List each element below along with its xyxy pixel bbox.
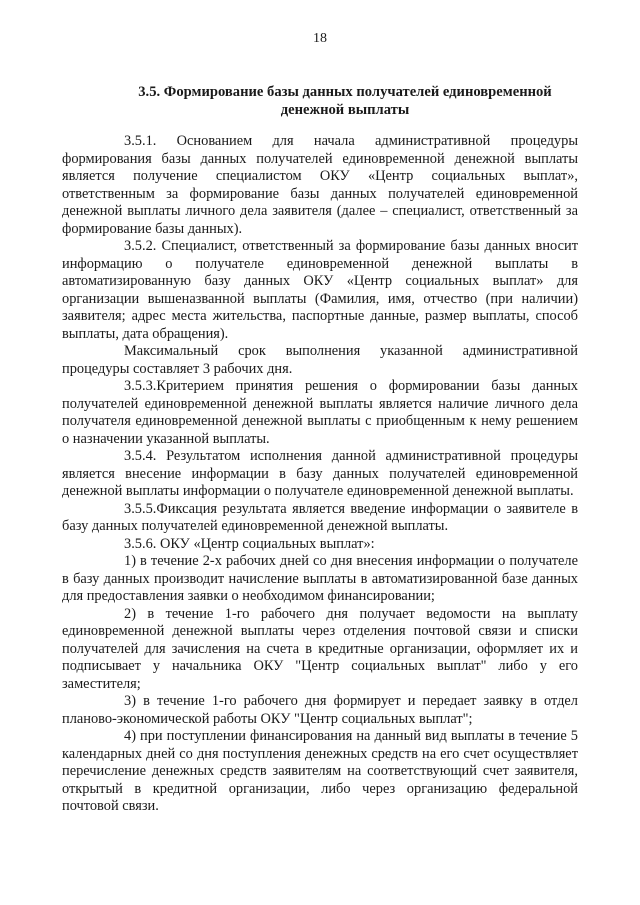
list-item-2: 2) в течение 1-го рабочего дня получает ведомости на выплату единовременной денежной выплаты через отделения почтовой связи и списки получателей для зачисления на счета в кредитные организации, оформляет их и подписывает у начальника ОКУ "Центр социальных выплат" либо у его заместителя; <box>62 605 578 692</box>
paragraph-3-5-1: 3.5.1. Основанием для начала административной процедуры формирования базы данных получателей единовременной денежной выплаты является получение специалистом ОКУ «Центр социальных выплат», ответственным за формирование базы данных получателей единовременной денежной выплаты личного дела заявителя (далее – специалист, ответственный за формирование базы данных). <box>62 133 578 237</box>
section-title: 3.5. Формирование базы данных получателей единовременной денежной выплаты <box>138 84 552 118</box>
paragraph-3-5-3: 3.5.3.Критерием принятия решения о формировании базы данных получателей единовременной денежной выплаты является наличие личного дела получателя единовременной денежной выплаты с приобщенным к нему решением о назначении указанной выплаты. <box>62 378 578 447</box>
document-body <box>62 133 578 816</box>
list-item-4: 4) при поступлении финансирования на данный вид выплаты в течение 5 календарных дней со дня поступления денежных средств на его счет осуществляет перечисление денежных средств заявителям на соответствующий счет заявителя, открытый в кредитной организации, либо через организацию федеральной почтовой связи. <box>62 728 578 814</box>
paragraph-3-5-6: 3.5.6. ОКУ «Центр социальных выплат»: <box>124 535 375 552</box>
page-number: 18 <box>313 31 327 46</box>
list-item-1: 1) в течение 2-х рабочих дней со дня внесения информации о получателе в базу данных производит начисление выплаты в автоматизированной базе данных для предоставления заявки о необходимом финансировании; <box>62 553 578 604</box>
paragraph-3-5-2: 3.5.2. Специалист, ответственный за формирование базы данных вносит информацию о получателе единовременной денежной выплаты в автоматизированную базу данных ОКУ «Центр социальных выплат» для организации вышеназванной выплаты (Фамилия, имя, отчество (при наличии) заявителя; адрес места жительства, паспортные данные, размер выплаты, способ выплаты, дата обращения). <box>62 238 578 342</box>
paragraph-3-5-4: 3.5.4. Результатом исполнения данной административной процедуры является внесение информации в базу данных получателей единовременной денежной выплаты информации о получателе единовременной денежной выплаты. <box>62 448 578 499</box>
paragraph-3-5-5: 3.5.5.Фиксация результата является введение информации о заявителе в базу данных получателей единовременной денежной выплаты. <box>62 500 578 534</box>
paragraph-max-term: Максимальный срок выполнения указанной административной процедуры составляет 3 рабочих дня. <box>62 343 578 377</box>
list-item-3: 3) в течение 1-го рабочего дня формирует и передает заявку в отдел планово-экономической работы ОКУ "Центр социальных выплат"; <box>62 693 578 727</box>
